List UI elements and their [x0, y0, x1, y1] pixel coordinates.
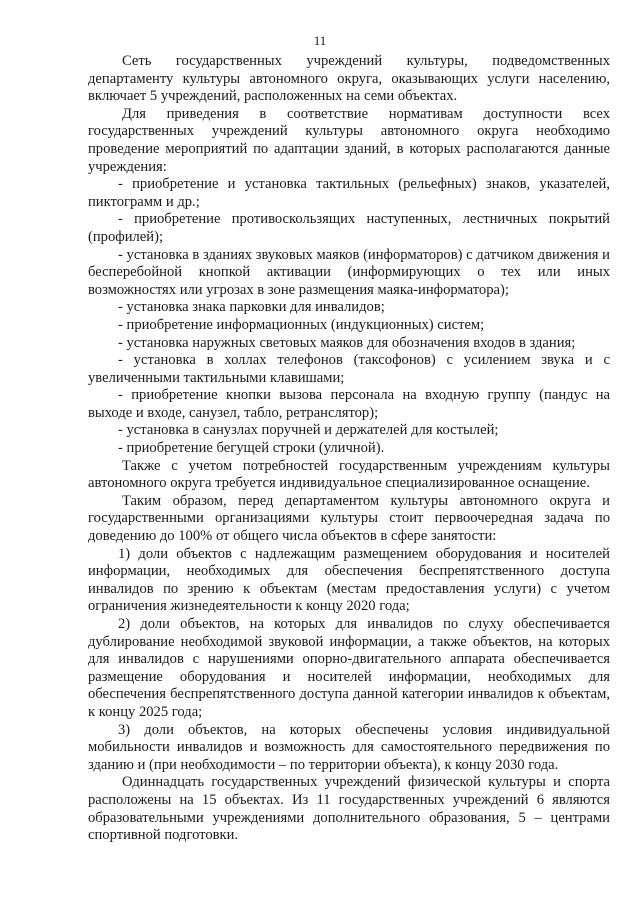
list-item: - установка в холлах телефонов (таксофонов) с усилением звука и с увеличенными тактильными клавишами;	[88, 352, 610, 386]
numbered-item: 2) доли объектов, на которых для инвалидов по слуху обеспечивается дублирование необходимой звуковой информации, а также объектов, на которых для инвалидов с нарушениями опорно-двигательного аппарата обеспечивается размещение оборудования и носителей информации, необходимых для обеспечения беспрепятственного доступа данной категории инвалидов к объектам, к концу 2025 года;	[88, 616, 610, 720]
list-item: - приобретение противоскользящих наступенных, лестничных покрытий (профилей);	[88, 211, 610, 245]
list-item: - установка знака парковки для инвалидов;	[118, 299, 385, 316]
numbered-item: 3) доли объектов, на которых обеспечены условия индивидуальной мобильности инвалидов и возможность для самостоятельного передвижения по зданию и (при необходимости – по территории объекта), к концу 2030 года.	[88, 721, 610, 773]
document-body	[88, 53, 610, 845]
list-item: - приобретение информационных (индукционных) систем;	[118, 316, 485, 333]
paragraph-sport-institutions: Одиннадцать государственных учреждений физической культуры и спорта расположены на 15 объектах. Из 11 государственных учреждений 6 являются образовательными учреждениями дополнительного образования, 5 – центрами спортивной подготовки.	[88, 774, 610, 844]
paragraph-special-equipment: Также с учетом потребностей государственным учреждениям культуры автономного округа требуется индивидуальное специализированное оснащение.	[88, 457, 610, 492]
paragraph-culture-network: Сеть государственных учреждений культуры, подведомственных департаменту культуры автономного округа, оказывающих услуги населению, включает 5 учреждений, расположенных на семи объектах.	[88, 53, 610, 105]
paragraph-task-intro: Таким образом, перед департаментом культуры автономного округа и государственными организациями культуры стоит первоочередная задача по доведению до 100% от общего числа объектов в сфере занятости:	[88, 492, 610, 545]
list-item: - приобретение кнопки вызова персонала на входную группу (пандус на выходе и входе, санузел, табло, ретранслятор);	[88, 387, 610, 421]
paragraph-adaptation-intro: Для приведения в соответствие нормативам доступности всех государственных учреждений культуры автономного округа необходимо проведение мероприятий по адаптации зданий, в которых располагаются данные учреждения:	[88, 105, 610, 175]
list-item: - приобретение бегущей строки (уличной).	[118, 440, 385, 457]
list-item: - установка в санузлах поручней и держателей для костылей;	[118, 422, 499, 439]
numbered-item: 1) доли объектов с надлежащим размещением оборудования и носителей информации, необходимых для обеспечения беспрепятственного доступа инвалидов по зрению к объектам (местам предоставления услуги) с учетом ограничения жизнедеятельности к концу 2020 года;	[88, 545, 610, 615]
list-item: - приобретение и установка тактильных (рельефных) знаков, указателей, пиктограмм и др.;	[88, 176, 610, 210]
list-item: - установка наружных световых маяков для обозначения входов в здания;	[118, 334, 576, 351]
page-number: 11	[313, 33, 327, 48]
list-item: - установка в зданиях звуковых маяков (информаторов) с датчиком движения и бесперебойной кнопкой активации (информирующих о тех или иных возможностях или угрозах в зоне размещения маяка-информатора);	[88, 246, 610, 298]
